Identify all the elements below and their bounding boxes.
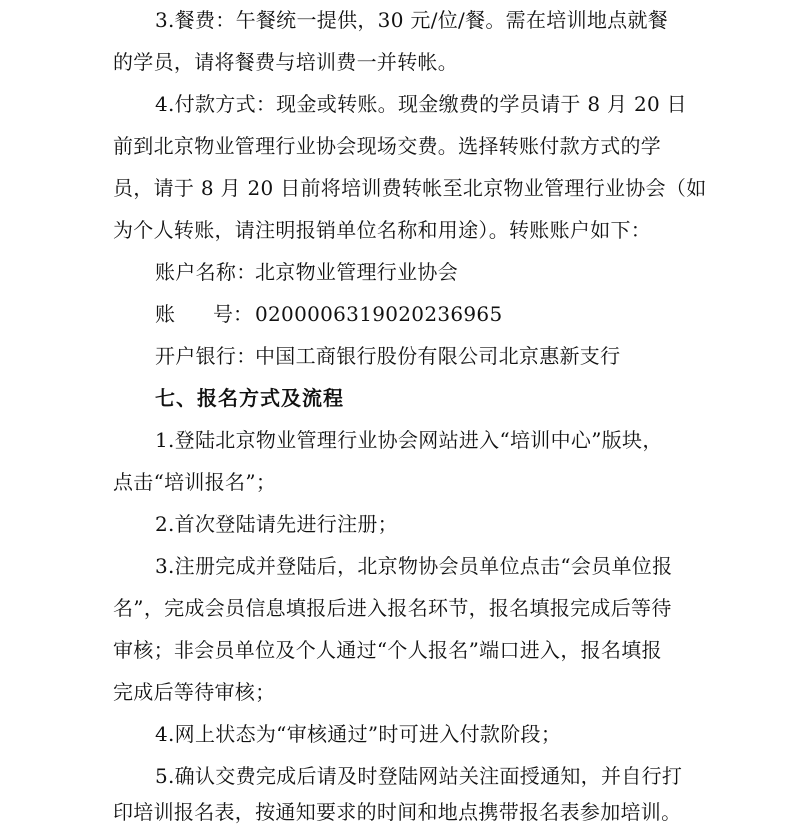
- account-number-label: [155, 299, 255, 329]
- account-number-row: [0, 299, 785, 329]
- step-1-line-2: 点击“培训报名”；: [113, 470, 277, 494]
- account-number-label-b: 号：: [213, 302, 253, 326]
- account-name-row: [0, 257, 785, 287]
- step-5-line-2: 印培训报名表，按通知要求的时间和地点携带报名表参加培训。: [113, 800, 682, 824]
- step-2-line-1: 2.首次登陆请先进行注册；: [155, 512, 398, 536]
- account-name-value: 北京物业管理行业协会: [255, 260, 458, 284]
- account-number-label-a: 账: [155, 302, 175, 326]
- payment-item-4-line-1: 4.付款方式：现金或转账。现金缴费的学员请于 8 月 20 日: [155, 92, 687, 116]
- step-3-line-1: 3.注册完成并登陆后，北京物协会员单位点击“会员单位报: [155, 554, 673, 578]
- account-number-value: 0200006319020236965: [255, 302, 503, 326]
- step-1-line-1: 1.登陆北京物业管理行业协会网站进入“培训中心”版块，: [155, 428, 663, 452]
- payment-item-4-line-2: 前到北京物业管理行业协会现场交费。选择转账付款方式的学: [113, 134, 662, 158]
- step-5-line-1: 5.确认交费完成后请及时登陆网站关注面授通知，并自行打: [155, 764, 683, 788]
- payment-item-3-line-1: 3.餐费：午餐统一提供，30 元/位/餐。需在培训地点就餐: [155, 8, 669, 32]
- account-bank-label: 开户银行：: [155, 344, 257, 368]
- step-3-line-4: 完成后等待审核；: [113, 680, 276, 704]
- payment-item-4-line-4: 为个人转账，请注明报销单位名称和用途）。转账账户如下：: [113, 218, 652, 242]
- account-bank-value: 中国工商银行股份有限公司北京惠新支行: [255, 344, 621, 368]
- step-3-line-2: 名”，完成会员信息填报后进入报名环节，报名填报完成后等待: [113, 596, 672, 620]
- payment-item-4-line-3: 员，请于 8 月 20 日前将培训费转帐至北京物业管理行业协会（如: [113, 176, 707, 200]
- step-4-line-1: 4.网上状态为“审核通过”时可进入付款阶段；: [155, 722, 562, 746]
- payment-item-3-line-2: 的学员，请将餐费与培训费一并转帐。: [113, 50, 459, 74]
- account-bank-row: [0, 341, 785, 371]
- registration-heading: 七、报名方式及流程: [155, 386, 344, 410]
- account-name-label: 账户名称：: [155, 260, 257, 284]
- step-3-line-3: 审核；非会员单位及个人通过“个人报名”端口进入，报名填报: [113, 638, 662, 662]
